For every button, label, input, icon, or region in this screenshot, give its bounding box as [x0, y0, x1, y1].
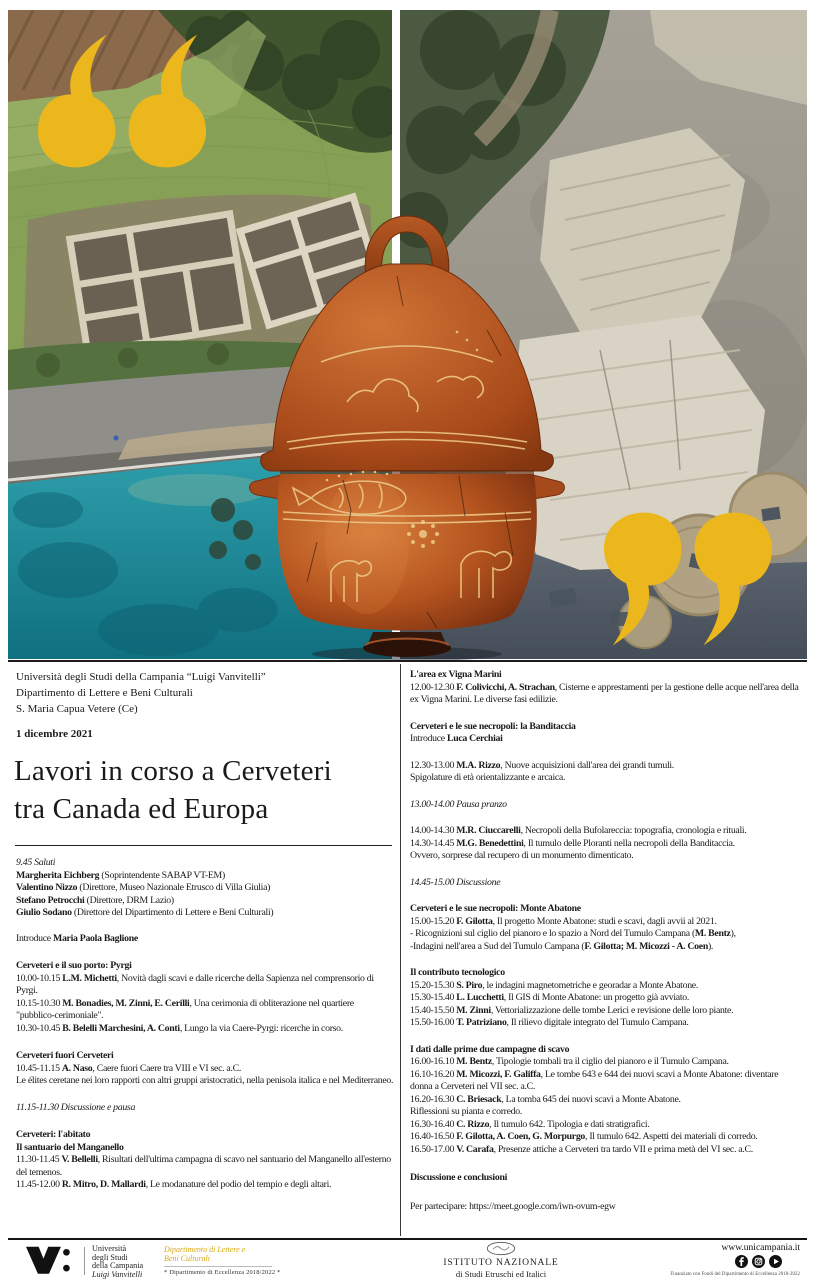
program-section-heading: Cerveteri e le sue necropoli: Monte Abatone [410, 903, 581, 914]
istituto-emblem-icon [486, 1241, 516, 1256]
program-line: 15.30-15.40 L. Lucchetti, Il GIS di Monte Abatone: un progetto già avviato. [410, 992, 689, 1003]
department-line: Dipartimento di Lettere e [164, 1245, 246, 1254]
program-line: 15.20-15.30 S. Piro, le indagini magnetometriche e georadar a Monte Abatone. [410, 979, 698, 991]
program-line: Riflessioni su pianta e corredo. [410, 1106, 523, 1117]
program-line: -Indagini nell'area a Sud del Tumulo Campana (F. Gilotta; M. Micozzi - A. Coen). [410, 940, 714, 952]
facebook-icon [735, 1255, 748, 1268]
affiliation-line: Università degli Studi della Campania “Luigi Vanvitelli” [16, 671, 266, 683]
poster-title-line1: Lavori in corso a Cerveteri [14, 755, 332, 787]
program-column-right [410, 669, 802, 1213]
footer-rule [8, 1238, 807, 1240]
social-icons [735, 1255, 782, 1268]
program-line: 11.45-12.00 R. Mitro, D. Mallardi, Le modanature del podio del tempio e degli altari. [16, 1179, 332, 1190]
program-line: 16.40-16.50 F. Gilotta, A. Coen, G. Morpurgo, Il tumulo 642. Aspetti dei materiali di corredo. [410, 1131, 758, 1142]
university-line: Università [92, 1244, 127, 1253]
affiliation-block [16, 669, 266, 717]
website-url: www.unicampania.it [721, 1243, 800, 1253]
program-section-heading: Il santuario del Manganello [16, 1141, 124, 1153]
program-line: 16.30-16.40 C. Rizzo, Il tumulo 642. Tipologia e dati stratigrafici. [410, 1118, 650, 1130]
program-line: 12.30-13.00 M.A. Rizzo, Nuove acquisizioni dall'area dei grandi tumuli. [410, 759, 674, 771]
program-line: Margherita Eichberg (Soprintendente SABAP VT-EM) [16, 869, 225, 881]
program-line: 10.15-10.30 M. Bonadies, M. Zinni, E. Cerilli, Una cerimonia di obliterazione nel quartiere "pubblico-cerimoniale". [16, 997, 354, 1021]
istituto-line2: di Studi Etruschi ed Italici [455, 1269, 547, 1279]
program-line: Spigolature di età orientalizzante e arcaica. [410, 772, 566, 783]
etruscan-urn-image [247, 212, 567, 662]
department-line: Beni Culturali [164, 1254, 210, 1263]
program-column-left [16, 857, 394, 1192]
closing-quote-icon [604, 512, 772, 646]
program-line: 14.30-14.45 M.G. Benedettini, Il tumulo delle Ploranti nella necropoli della Banditaccia. [410, 837, 735, 849]
affiliation-line: S. Maria Capua Vetere (Ce) [16, 703, 138, 715]
program-line: 13.00-14.00 Pausa pranzo [410, 798, 507, 810]
university-name-block [92, 1245, 143, 1279]
meet-link-line[interactable]: Per partecipare: https://meet.google.com/iwn-ovum-egw [410, 1200, 616, 1212]
university-line: della Campania [92, 1261, 144, 1271]
program-line: 10.30-10.45 B. Belelli Marchesini, A. Conti, Lungo la via Caere-Pyrgi: ricerche in corso. [16, 1022, 343, 1034]
program-line: - Ricognizioni sul ciglio del pianoro e lo spazio a Nord del Tumulo Campana (M. Bentz), [410, 928, 736, 939]
event-date: 1 dicembre 2021 [16, 728, 93, 740]
program-section-heading: Cerveteri e il suo porto: Pyrgi [16, 960, 132, 971]
department-block [164, 1245, 304, 1276]
istituto-line1: ISTITUTO NAZIONALE [443, 1257, 559, 1268]
program-line: 15.40-15.50 M. Zinni, Vettorializzazione delle tombe Lerici e revisione delle loro piante. [410, 1004, 734, 1016]
program-section-heading: Cerveteri fuori Cerveteri [16, 1050, 114, 1061]
title-rule [15, 845, 392, 846]
program-section-heading: Cerveteri: l'abitato [16, 1129, 91, 1140]
footer-separator [84, 1247, 85, 1275]
instagram-icon [752, 1255, 765, 1268]
program-section-heading: Il contributo tecnologico [410, 967, 505, 978]
program-line: 15.50-16.00 T. Patriziano, Il rilievo digitale integrato del Tumulo Campana. [410, 1017, 689, 1028]
program-line: 15.00-15.20 F. Gilotta, Il progetto Monte Abatone: studi e scavi, dagli avvii al 2021. [410, 915, 717, 927]
program-line: Introduce Maria Paola Baglione [16, 932, 138, 944]
program-section-heading: Cerveteri e le sue necropoli: la Banditaccia [410, 720, 576, 732]
program-line: Ovvero, sorprese dal recupero di un monumento dimenticato. [410, 850, 634, 861]
program-line: 10.00-10.15 L.M. Michetti, Novità dagli scavi e dalle ricerche della Sapienza nel comprensorio di Pyrgi. [16, 972, 374, 996]
university-motto: Luigi Vanvitelli [92, 1269, 143, 1279]
column-divider [400, 664, 401, 1236]
program-section-heading: I dati dalle prime due campagne di scavo [410, 1043, 570, 1055]
program-line: Stefano Petrocchi (Direttore, DRM Lazio) [16, 894, 174, 906]
financing-note: Finanziato con Fondi del Dipartimento di Eccellenza 2018-2022 [670, 1272, 800, 1277]
program-line: 14.00-14.30 M.R. Ciuccarelli, Necropoli della Bufolareccia: topografia, cronologia e rituali. [410, 825, 747, 836]
program-line: 11.15-11.30 Discussione e pausa [16, 1101, 136, 1113]
program-line: 14.45-15.00 Discussione [410, 876, 501, 888]
program-line: 16.00-16.10 M. Bentz, Tipologie tombali tra il ciglio del pianoro e il Tumulo Campana. [410, 1056, 729, 1067]
program-line: 9.45 Saluti [16, 857, 56, 868]
program-line: 16.20-16.30 C. Briesack, La tomba 645 dei nuovi scavi a Monte Abatone. [410, 1093, 681, 1105]
program-section-heading: Discussione e conclusioni [410, 1172, 508, 1183]
unicampania-logo [26, 1245, 72, 1277]
poster-title-line2: tra Canada ed Europa [14, 793, 269, 825]
opening-quote-icon [38, 34, 206, 168]
youtube-icon [769, 1255, 782, 1268]
program-line: Introduce Luca Cerchiai [410, 733, 503, 744]
excellence-label: * Dipartimento di Eccellenza 2018/2022 * [164, 1269, 281, 1276]
poster-title [14, 752, 332, 828]
program-section-heading: L'area ex Vigna Marini [410, 669, 502, 680]
department-rule [164, 1266, 272, 1267]
university-line: degli Studi [92, 1252, 128, 1262]
program-line: Valentino Nizzo (Direttore, Museo Nazionale Etrusco di Villa Giulia) [16, 882, 271, 893]
photos-bottom-rule [8, 660, 807, 662]
program-line: Le élites ceretane nei loro rapporti con altri gruppi aristocratici, nella penisola italica e nel Mediterraneo. [16, 1075, 394, 1086]
program-line: 12.00-12.30 F. Colivicchi, A. Strachan, Cisterne e apprestamenti per la gestione delle acque nell'area della ex Vigna Marini. Le diverse fasi edilizie. [410, 681, 799, 705]
program-line: 10.45-11.15 A. Naso, Caere fuori Caere tra VIII e VI sec. a.C. [16, 1062, 241, 1074]
program-line: 11.30-11.45 V. Bellelli, Risultati dell'ultima campagna di scavo nel santuario del Manganello all'esterno del temenos. [16, 1154, 391, 1178]
program-line: Giulio Sodano (Direttore del Dipartimento di Lettere e Beni Culturali) [16, 907, 274, 918]
affiliation-line: Dipartimento di Lettere e Beni Culturali [16, 687, 193, 699]
istituto-block [420, 1257, 582, 1279]
program-line: 16.50-17.00 V. Carafa, Presenze attiche a Cerveteri tra tardo VII e prima metà del VI sec. a.C. [410, 1143, 753, 1155]
program-line: 16.10-16.20 M. Micozzi, F. Galiffa, Le tombe 643 e 644 dei nuovi scavi a Monte Abatone: diventare donna a Cerveteri nel VII sec. a.C. [410, 1068, 779, 1092]
